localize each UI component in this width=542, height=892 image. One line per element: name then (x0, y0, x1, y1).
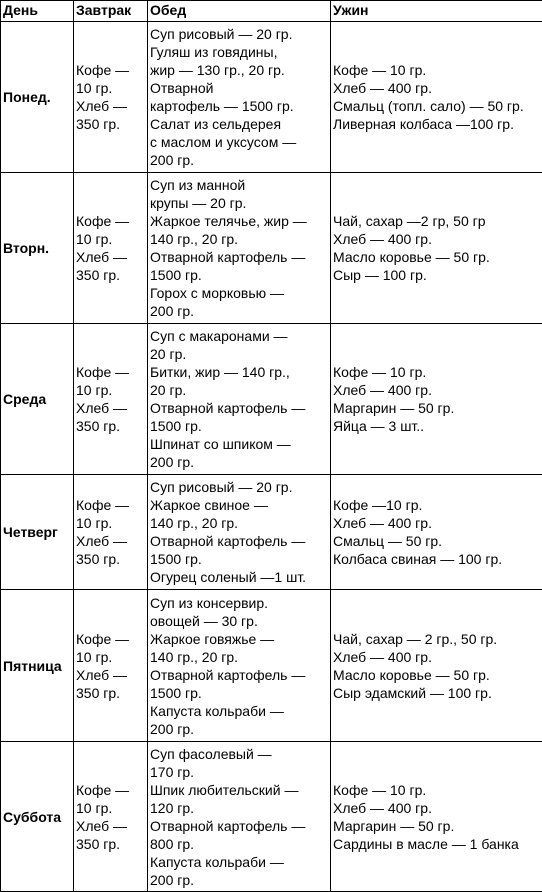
day-cell: Понед. (1, 22, 74, 173)
table-row (1, 173, 542, 324)
dinner-line: Хлеб — 400 гр. (333, 799, 540, 817)
lunch-line: Суп с макаронами — (150, 327, 328, 345)
dinner-line: Смальц (топл. сало) — 50 гр. (333, 97, 540, 115)
lunch-line: Отварной картофель — (150, 666, 328, 684)
table-row (1, 742, 542, 892)
dinner-line: Кофе — 10 гр. (333, 781, 540, 799)
lunch-line: 20 гр. (150, 345, 328, 363)
dinner-line: Масло коровье — 50 гр. (333, 248, 540, 266)
lunch-line: Горох с морковью — (150, 284, 328, 302)
breakfast-cell (74, 590, 148, 742)
table-row (1, 475, 542, 590)
breakfast-cell (74, 324, 148, 475)
dinner-cell (331, 324, 542, 475)
day-cell: Четверг (1, 475, 74, 590)
breakfast-line: 350 гр. (76, 266, 145, 284)
lunch-line: 200 гр. (150, 871, 328, 889)
lunch-line: 800 гр. (150, 835, 328, 853)
lunch-line: крупы — 20 гр. (150, 194, 328, 212)
lunch-cell (148, 173, 331, 324)
lunch-cell (148, 22, 331, 173)
breakfast-line: Кофе — (76, 363, 145, 381)
lunch-line: 1500 гр. (150, 417, 328, 435)
dinner-line: Сыр — 100 гр. (333, 266, 540, 284)
breakfast-line: 10 гр. (76, 648, 145, 666)
lunch-line: Шпинат со шпиком — (150, 435, 328, 453)
lunch-cell (148, 475, 331, 590)
day-cell: Вторн. (1, 173, 74, 324)
lunch-line: Суп из консервир. (150, 594, 328, 612)
breakfast-line: Хлеб — (76, 817, 145, 835)
lunch-line: 120 гр. (150, 799, 328, 817)
breakfast-cell (74, 22, 148, 173)
day-cell: Суббота (1, 742, 74, 892)
lunch-line: 1500 гр. (150, 550, 328, 568)
breakfast-line: Кофе — (76, 781, 145, 799)
lunch-line: Суп рисовый — 20 гр. (150, 25, 328, 43)
lunch-line: Суп из манной (150, 176, 328, 194)
lunch-line: жир — 130 гр., 20 гр. (150, 61, 328, 79)
dinner-line: Хлеб — 400 гр. (333, 79, 540, 97)
table-row (1, 324, 542, 475)
lunch-line: Гуляш из говядины, (150, 43, 328, 61)
lunch-line: Отварной картофель — (150, 399, 328, 417)
breakfast-line: Хлеб — (76, 97, 145, 115)
dinner-line: Яйца — 3 шт.. (333, 417, 540, 435)
breakfast-line: 350 гр. (76, 115, 145, 133)
dinner-cell (331, 590, 542, 742)
breakfast-line: 10 гр. (76, 230, 145, 248)
breakfast-line: 10 гр. (76, 514, 145, 532)
dinner-cell (331, 22, 542, 173)
dinner-line: Чай, сахар — 2 гр., 50 гр. (333, 630, 540, 648)
lunch-cell (148, 742, 331, 892)
lunch-line: Суп фасолевый — (150, 745, 328, 763)
lunch-line: Салат из сельдерея (150, 115, 328, 133)
table-row (1, 22, 542, 173)
lunch-cell (148, 324, 331, 475)
breakfast-line: Хлеб — (76, 399, 145, 417)
dinner-line: Хлеб — 400 гр. (333, 230, 540, 248)
lunch-line: Жаркое говяжье — (150, 630, 328, 648)
lunch-line: Отварной картофель — (150, 532, 328, 550)
breakfast-cell (74, 742, 148, 892)
dinner-line: Сыр эдамский — 100 гр. (333, 684, 540, 702)
breakfast-line: Хлеб — (76, 532, 145, 550)
lunch-line: 1500 гр. (150, 684, 328, 702)
lunch-line: Отварной картофель — (150, 817, 328, 835)
table-body (1, 22, 542, 892)
dinner-line: Чай, сахар —2 гр, 50 гр (333, 212, 540, 230)
lunch-line: Отварной картофель — (150, 248, 328, 266)
dinner-line: Колбаса свиная — 100 гр. (333, 550, 540, 568)
dinner-line: Кофе —10 гр. (333, 496, 540, 514)
breakfast-line: 10 гр. (76, 381, 145, 399)
lunch-line: Отварной (150, 79, 328, 97)
dinner-line: Маргарин — 50 гр. (333, 399, 540, 417)
lunch-line: 200 гр. (150, 151, 328, 169)
dinner-line: Ливерная колбаса —100 гр. (333, 115, 540, 133)
lunch-line: 140 гр., 20 гр. (150, 514, 328, 532)
lunch-line: Жаркое телячье, жир — (150, 212, 328, 230)
dinner-cell (331, 742, 542, 892)
breakfast-line: Кофе — (76, 496, 145, 514)
breakfast-line: 10 гр. (76, 799, 145, 817)
lunch-line: 140 гр., 20 гр. (150, 230, 328, 248)
breakfast-line: 10 гр. (76, 79, 145, 97)
header-dinner: Ужин (331, 1, 542, 22)
breakfast-line: 350 гр. (76, 550, 145, 568)
breakfast-line: Хлеб — (76, 248, 145, 266)
lunch-cell (148, 590, 331, 742)
lunch-line: Капуста кольраби — (150, 853, 328, 871)
lunch-line: 170 гр. (150, 763, 328, 781)
lunch-line: Суп рисовый — 20 гр. (150, 478, 328, 496)
breakfast-line: Кофе — (76, 212, 145, 230)
breakfast-line: Хлеб — (76, 666, 145, 684)
dinner-cell (331, 475, 542, 590)
dinner-line: Смальц — 50 гр. (333, 532, 540, 550)
lunch-line: Огурец соленый —1 шт. (150, 568, 328, 586)
dinner-line: Хлеб — 400 гр. (333, 514, 540, 532)
lunch-line: 200 гр. (150, 302, 328, 320)
lunch-line: Шпик любительский — (150, 781, 328, 799)
dinner-line: Масло коровье — 50 гр. (333, 666, 540, 684)
table-row (1, 590, 542, 742)
breakfast-line: Кофе — (76, 61, 145, 79)
breakfast-line: 350 гр. (76, 684, 145, 702)
lunch-line: Битки, жир — 140 гр., (150, 363, 328, 381)
lunch-line: 140 гр., 20 гр. (150, 648, 328, 666)
dinner-cell (331, 173, 542, 324)
day-cell: Среда (1, 324, 74, 475)
header-lunch: Обед (148, 1, 331, 22)
lunch-line: 20 гр. (150, 381, 328, 399)
header-breakfast: Завтрак (74, 1, 148, 22)
breakfast-cell (74, 173, 148, 324)
lunch-line: 200 гр. (150, 453, 328, 471)
dinner-line: Кофе — 10 гр. (333, 363, 540, 381)
breakfast-line: 350 гр. (76, 417, 145, 435)
dinner-line: Сардины в масле — 1 банка (333, 835, 540, 853)
lunch-line: 200 гр. (150, 720, 328, 738)
lunch-line: 1500 гр. (150, 266, 328, 284)
breakfast-line: 350 гр. (76, 835, 145, 853)
lunch-line: Жаркое свиное — (150, 496, 328, 514)
dinner-line: Хлеб — 400 гр. (333, 648, 540, 666)
lunch-line: Капуста кольраби — (150, 702, 328, 720)
lunch-line: с маслом и уксусом — (150, 133, 328, 151)
dinner-line: Хлеб — 400 гр. (333, 381, 540, 399)
day-cell: Пятница (1, 590, 74, 742)
breakfast-line: Кофе — (76, 630, 145, 648)
breakfast-cell (74, 475, 148, 590)
lunch-line: овощей — 30 гр. (150, 612, 328, 630)
lunch-line: картофель — 1500 гр. (150, 97, 328, 115)
header-row (1, 1, 542, 22)
dinner-line: Маргарин — 50 гр. (333, 817, 540, 835)
dinner-line: Кофе — 10 гр. (333, 61, 540, 79)
header-day: День (1, 1, 74, 22)
